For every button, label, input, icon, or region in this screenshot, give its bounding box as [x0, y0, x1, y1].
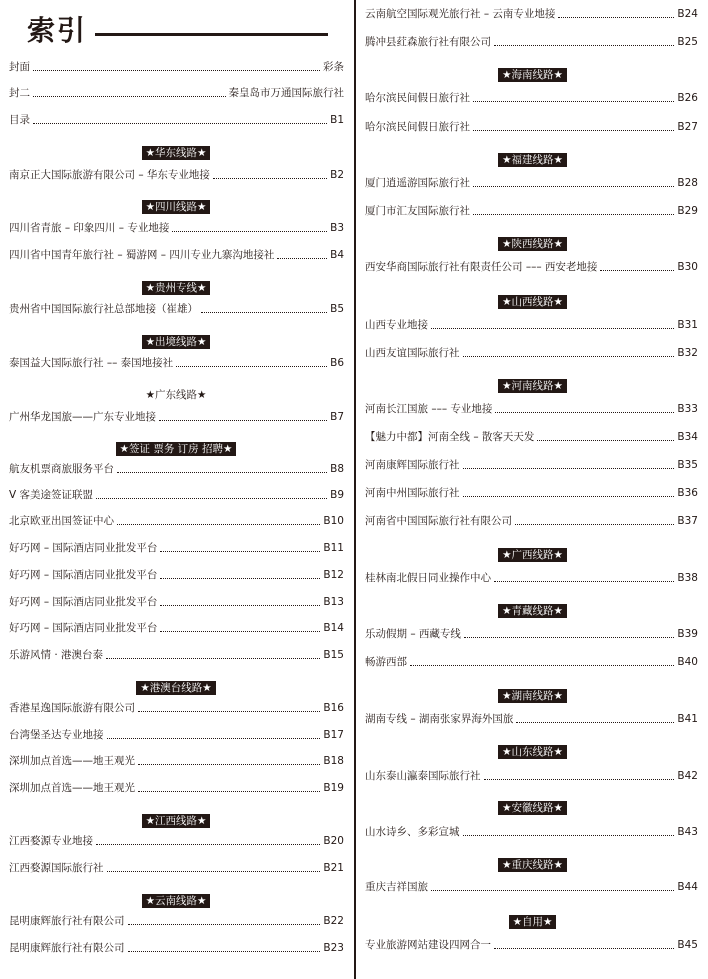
entry-label: 乐游风情 · 港澳台泰: [9, 649, 104, 661]
entry-page: B30: [677, 261, 698, 273]
entry-label: 昆明康辉旅行社有限公司: [9, 915, 125, 927]
index-entry[interactable]: [9, 221, 344, 235]
section-label: ★签证 票务 订房 招聘★: [116, 442, 237, 456]
entry-page: B43: [677, 826, 698, 838]
dot-leader: [33, 123, 327, 124]
entry-label: 桂林南北假日同业操作中心: [365, 572, 491, 584]
column-divider: [354, 0, 356, 979]
dot-leader: [96, 844, 320, 845]
entry-label: 深圳加点首选——地王观光: [9, 782, 135, 794]
index-entry[interactable]: [9, 488, 344, 502]
entry-page: B5: [330, 303, 344, 315]
dot-leader: [473, 130, 674, 131]
dot-leader: [33, 96, 226, 97]
dot-leader: [410, 665, 674, 666]
index-entry[interactable]: [9, 781, 344, 795]
entry-label: 重庆吉祥国旅: [365, 881, 428, 893]
dot-leader: [495, 412, 674, 413]
index-entry[interactable]: [9, 248, 344, 262]
index-entry[interactable]: [365, 346, 698, 360]
entry-page: B38: [677, 572, 698, 584]
index-entry[interactable]: [365, 769, 698, 783]
index-entry[interactable]: [365, 655, 698, 669]
entry-page: B34: [677, 431, 698, 443]
section-header: [0, 195, 352, 213]
dot-leader: [463, 835, 675, 836]
dot-leader: [107, 738, 321, 739]
entry-label: 昆明康辉旅行社有限公司: [9, 942, 125, 954]
entry-label: 好巧网 – 国际酒店同业批发平台: [9, 622, 158, 634]
section-label: ★出境线路★: [142, 335, 211, 349]
index-entry[interactable]: [9, 60, 344, 74]
entry-label: 哈尔滨民间假日旅行社: [365, 92, 470, 104]
dot-leader: [138, 711, 320, 712]
entry-label: 四川省青旅 – 印象四川 – 专业地接: [9, 222, 170, 234]
entry-label: 好巧网 – 国际酒店同业批发平台: [9, 569, 158, 581]
index-entry[interactable]: [365, 7, 698, 21]
section-label: ★自用★: [509, 915, 557, 929]
index-entry[interactable]: [365, 571, 698, 585]
entry-label: 厦门逍遥游国际旅行社: [365, 177, 470, 189]
index-header: [27, 10, 332, 52]
index-entry[interactable]: [365, 880, 698, 894]
entry-page: B15: [323, 649, 344, 661]
index-entry[interactable]: [9, 834, 344, 848]
entry-page: B35: [677, 459, 698, 471]
dot-leader: [128, 924, 321, 925]
section-label: ★江西线路★: [142, 814, 211, 828]
dot-leader: [213, 178, 327, 179]
index-entry[interactable]: [9, 595, 344, 609]
section-label: ★海南线路★: [498, 68, 567, 82]
section-label: ★陕西线路★: [498, 237, 567, 251]
entry-label: 河南长江国旅 ––– 专业地接: [365, 403, 493, 415]
entry-label: 四川省中国青年旅行社 – 蜀游网 – 四川专业九寨沟地接社: [9, 249, 275, 261]
dot-leader: [431, 328, 674, 329]
entry-page: B7: [330, 411, 344, 423]
index-entry[interactable]: [365, 120, 698, 134]
dot-leader: [117, 524, 320, 525]
dot-leader: [138, 791, 320, 792]
entry-label: 河南康辉国际旅行社: [365, 459, 460, 471]
entry-page: B21: [323, 862, 344, 874]
entry-page: B29: [677, 205, 698, 217]
dot-leader: [537, 440, 674, 441]
index-entry[interactable]: [9, 621, 344, 635]
index-entry[interactable]: [365, 204, 698, 218]
dot-leader: [515, 524, 674, 525]
index-entry[interactable]: [9, 914, 344, 928]
index-entry[interactable]: [365, 712, 698, 726]
dot-leader: [516, 722, 674, 723]
index-entry[interactable]: [9, 168, 344, 182]
entry-page: B41: [677, 713, 698, 725]
section-header: [357, 853, 708, 871]
index-entry[interactable]: [365, 486, 698, 500]
entry-page: B11: [323, 542, 344, 554]
dot-leader: [172, 231, 327, 232]
dot-leader: [464, 637, 674, 638]
section-header: [357, 910, 708, 928]
dot-leader: [494, 45, 674, 46]
entry-page: B1: [330, 114, 344, 126]
index-entry[interactable]: [365, 430, 698, 444]
section-header: [0, 676, 352, 694]
entry-page: 彩条: [323, 61, 344, 73]
entry-label: 台湾堡圣达专业地接: [9, 729, 104, 741]
section-header: [0, 383, 352, 401]
section-label: ★安徽线路★: [498, 801, 567, 815]
index-entry[interactable]: [365, 91, 698, 105]
index-entry[interactable]: [365, 825, 698, 839]
dot-leader: [138, 764, 320, 765]
entry-page: 秦皇岛市万通国际旅行社: [228, 87, 344, 99]
entry-label: 封二: [9, 87, 30, 99]
entry-page: B39: [677, 628, 698, 640]
index-entry[interactable]: [9, 410, 344, 424]
entry-label: 西安华商国际旅行社有限责任公司 ––– 西安老地接: [365, 261, 598, 273]
entry-label: 河南中州国际旅行社: [365, 487, 460, 499]
section-header: [357, 232, 708, 250]
entry-page: B37: [677, 515, 698, 527]
entry-page: B40: [677, 656, 698, 668]
index-entry[interactable]: [9, 648, 344, 662]
entry-label: 江西婺源专业地接: [9, 835, 93, 847]
section-header: [357, 148, 708, 166]
entry-label: 乐动假期 – 西藏专线: [365, 628, 461, 640]
entry-page: B27: [677, 121, 698, 133]
index-entry[interactable]: [365, 627, 698, 641]
dot-leader: [117, 472, 327, 473]
entry-page: B23: [323, 942, 344, 954]
section-label: ★云南线路★: [142, 894, 211, 908]
section-header: [357, 684, 708, 702]
index-entry[interactable]: [365, 458, 698, 472]
dot-leader: [201, 312, 327, 313]
index-entry[interactable]: [9, 462, 344, 476]
entry-page: B9: [330, 489, 344, 501]
section-header: [0, 809, 352, 827]
section-header: [357, 374, 708, 392]
entry-label: 畅游西部: [365, 656, 407, 668]
index-entry[interactable]: [365, 176, 698, 190]
section-label: ★山西线路★: [498, 295, 567, 309]
entry-page: B36: [677, 487, 698, 499]
index-entry[interactable]: [9, 514, 344, 528]
page-title: 索引: [27, 14, 88, 47]
dot-leader: [431, 890, 674, 891]
entry-label: 好巧网 – 国际酒店同业批发平台: [9, 542, 158, 554]
dot-leader: [463, 468, 675, 469]
section-label: ★重庆线路★: [498, 858, 567, 872]
dot-leader: [494, 581, 674, 582]
title-rule: [95, 33, 328, 36]
entry-page: B32: [677, 347, 698, 359]
entry-page: B6: [330, 357, 344, 369]
index-entry[interactable]: [9, 941, 344, 955]
entry-page: B12: [323, 569, 344, 581]
entry-label: 腾冲县荭森旅行社有限公司: [365, 36, 491, 48]
entry-page: B10: [323, 515, 344, 527]
index-entry[interactable]: [9, 861, 344, 875]
dot-leader: [160, 605, 320, 606]
dot-leader: [277, 258, 327, 259]
dot-leader: [96, 498, 327, 499]
entry-page: B17: [323, 729, 344, 741]
entry-label: 贵州省中国国际旅行社总部地接（崔雄）: [9, 303, 198, 315]
dot-leader: [107, 871, 321, 872]
section-label: ★广西线路★: [498, 548, 567, 562]
entry-label: 南京正大国际旅游有限公司 – 华东专业地接: [9, 169, 210, 181]
section-label: ★华东线路★: [142, 146, 211, 160]
index-entry[interactable]: [9, 701, 344, 715]
section-label: ★山东线路★: [498, 745, 567, 759]
section-label: ★湖南线路★: [498, 689, 567, 703]
index-entry[interactable]: [365, 514, 698, 528]
section-header: [357, 796, 708, 814]
section-label: ★河南线路★: [498, 379, 567, 393]
entry-label: 山东泰山瀛泰国际旅行社: [365, 770, 481, 782]
dot-leader: [484, 779, 675, 780]
entry-page: B45: [677, 939, 698, 951]
dot-leader: [176, 366, 327, 367]
section-header: [0, 889, 352, 907]
entry-page: B18: [323, 755, 344, 767]
entry-page: B25: [677, 36, 698, 48]
dot-leader: [160, 551, 320, 552]
entry-page: B8: [330, 463, 344, 475]
entry-label: 专业旅游网站建设四网合一: [365, 939, 491, 951]
section-header: [0, 330, 352, 348]
dot-leader: [160, 578, 320, 579]
entry-label: 好巧网 – 国际酒店同业批发平台: [9, 596, 158, 608]
dot-leader: [473, 214, 674, 215]
dot-leader: [128, 951, 321, 952]
entry-label: 山水诗乡、多彩宣城: [365, 826, 460, 838]
entry-page: B44: [677, 881, 698, 893]
section-label: ★福建线路★: [498, 153, 567, 167]
index-entry[interactable]: [9, 86, 344, 100]
dot-leader: [473, 101, 674, 102]
entry-page: B2: [330, 169, 344, 181]
section-header: [357, 599, 708, 617]
index-entry[interactable]: [365, 402, 698, 416]
section-label: ★港澳台线路★: [136, 681, 215, 695]
dot-leader: [463, 496, 675, 497]
section-header: [357, 290, 708, 308]
entry-page: B26: [677, 92, 698, 104]
section-label: ★贵州专线★: [142, 281, 211, 295]
entry-page: B20: [323, 835, 344, 847]
entry-label: 河南省中国国际旅行社有限公司: [365, 515, 512, 527]
index-entry[interactable]: [9, 113, 344, 127]
section-header: [357, 63, 708, 81]
section-header: [0, 437, 352, 455]
entry-label: 泰国益大国际旅行社 –– 泰国地接社: [9, 357, 174, 369]
entry-page: B33: [677, 403, 698, 415]
dot-leader: [160, 631, 320, 632]
entry-label: 厦门市汇友国际旅行社: [365, 205, 470, 217]
section-label: ★四川线路★: [142, 200, 211, 214]
entry-page: B16: [323, 702, 344, 714]
entry-label: 湖南专线 – 湖南张家界海外国旅: [365, 713, 514, 725]
entry-label: 航友机票商旅服务平台: [9, 463, 114, 475]
entry-label: 广州华龙国旅——广东专业地接: [9, 411, 156, 423]
section-label: ★广东线路★: [145, 389, 207, 401]
index-entry[interactable]: [365, 318, 698, 332]
entry-label: 哈尔滨民间假日旅行社: [365, 121, 470, 133]
entry-label: 云南航空国际观光旅行社 – 云南专业地接: [365, 8, 556, 20]
entry-page: B28: [677, 177, 698, 189]
index-entry[interactable]: [365, 260, 698, 274]
entry-label: 山西友谊国际旅行社: [365, 347, 460, 359]
section-header: [357, 543, 708, 561]
index-entry[interactable]: [365, 938, 698, 952]
dot-leader: [558, 17, 674, 18]
section-header: [357, 740, 708, 758]
entry-label: 山西专业地接: [365, 319, 428, 331]
entry-page: B14: [323, 622, 344, 634]
entry-label: 香港星逸国际旅游有限公司: [9, 702, 135, 714]
section-label: ★青藏线路★: [498, 604, 567, 618]
dot-leader: [463, 356, 675, 357]
dot-leader: [600, 270, 674, 271]
entry-label: 封面: [9, 61, 30, 73]
entry-page: B4: [330, 249, 344, 261]
index-entry[interactable]: [9, 541, 344, 555]
entry-page: B13: [323, 596, 344, 608]
index-entry[interactable]: [9, 568, 344, 582]
dot-leader: [494, 948, 674, 949]
dot-leader: [33, 70, 320, 71]
dot-leader: [106, 658, 320, 659]
dot-leader: [159, 420, 327, 421]
index-entry[interactable]: [365, 35, 698, 49]
entry-label: 江西婺源国际旅行社: [9, 862, 104, 874]
entry-page: B24: [677, 8, 698, 20]
entry-page: B19: [323, 782, 344, 794]
entry-label: 北京欧亚出国签证中心: [9, 515, 114, 527]
entry-page: B22: [323, 915, 344, 927]
section-header: [0, 276, 352, 294]
entry-page: B31: [677, 319, 698, 331]
index-entry[interactable]: [9, 728, 344, 742]
entry-page: B3: [330, 222, 344, 234]
entry-label: 【魅力中都】河南全线 – 散客天天发: [365, 431, 535, 443]
index-entry[interactable]: [9, 356, 344, 370]
section-header: [0, 141, 352, 159]
dot-leader: [473, 186, 674, 187]
entry-label: 深圳加点首选——地王观光: [9, 755, 135, 767]
entry-label: V 客美途签证联盟: [9, 489, 94, 501]
index-entry[interactable]: [9, 302, 344, 316]
entry-page: B42: [677, 770, 698, 782]
entry-label: 目录: [9, 114, 30, 126]
index-entry[interactable]: [9, 754, 344, 768]
